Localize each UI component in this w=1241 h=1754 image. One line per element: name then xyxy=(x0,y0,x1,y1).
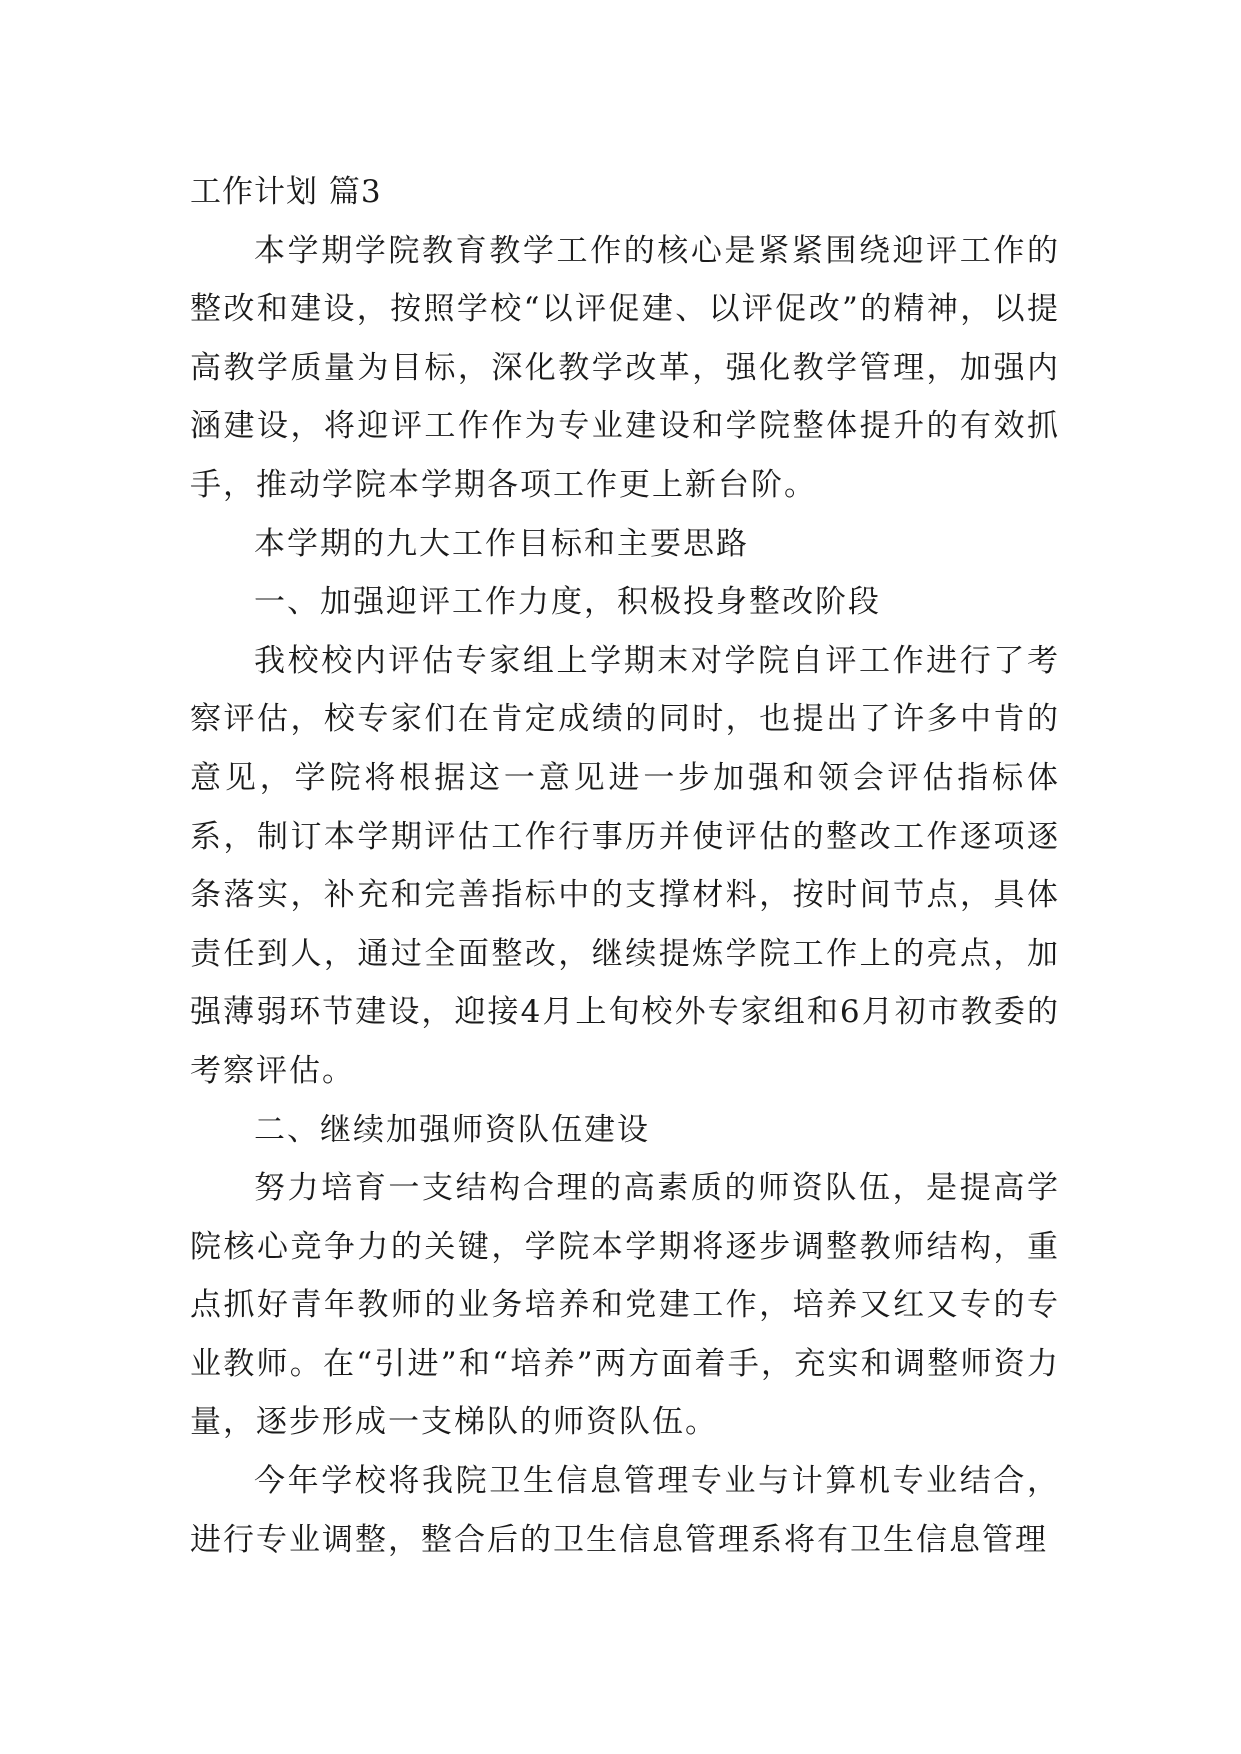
paragraph-goals-heading: 本学期的九大工作目标和主要思路 xyxy=(254,525,749,562)
paragraph-evaluation: 我校校内评估专家组上学期末对学院自评工作进行了考察评估，校专家们在肯定成绩的同时，也提出了许多中肯的意见，学院将根据这一意见进一步加强和领会评估指标体系，制订本学期评估工作行事历并使评估的整改工作逐项逐条落实，补充和完善指标中的支撑材料，按时间节点，具体责任到人，通过全面整改，继续提炼学院工作上的亮点，加强薄弱环节建设，迎接4月上旬校外专家组和6月初市教委的考察评估。 xyxy=(190,642,1060,1089)
paragraph-faculty: 努力培育一支结构合理的高素质的师资队伍，是提高学院核心竞争力的关键，学院本学期将逐步调整教师结构，重点抓好青年教师的业务培养和党建工作，培养又红又专的专业教师。在“引进”和“培养”两方面着手，充实和调整师资力量，逐步形成一支梯队的师资队伍。 xyxy=(190,1170,1060,1441)
section-heading-2: 二、继续加强师资队伍建设 xyxy=(254,1111,650,1148)
document-title: 工作计划 篇3 xyxy=(190,174,382,210)
document-body xyxy=(190,163,1060,1569)
section-heading-1: 一、加强迎评工作力度，积极投身整改阶段 xyxy=(254,584,881,621)
paragraph-intro: 本学期学院教育教学工作的核心是紧紧围绕迎评工作的整改和建设，按照学校“以评促建、以评促改”的精神，以提高教学质量为目标，深化教学改革，强化教学管理，加强内涵建设，将迎评工作作为专业建设和学院整体提升的有效抓手，推动学院本学期各项工作更上新台阶。 xyxy=(190,232,1060,503)
paragraph-major-adjustment: 今年学校将我院卫生信息管理专业与计算机专业结合，进行专业调整，整合后的卫生信息管理系将有卫生信息管理 xyxy=(190,1463,1060,1558)
